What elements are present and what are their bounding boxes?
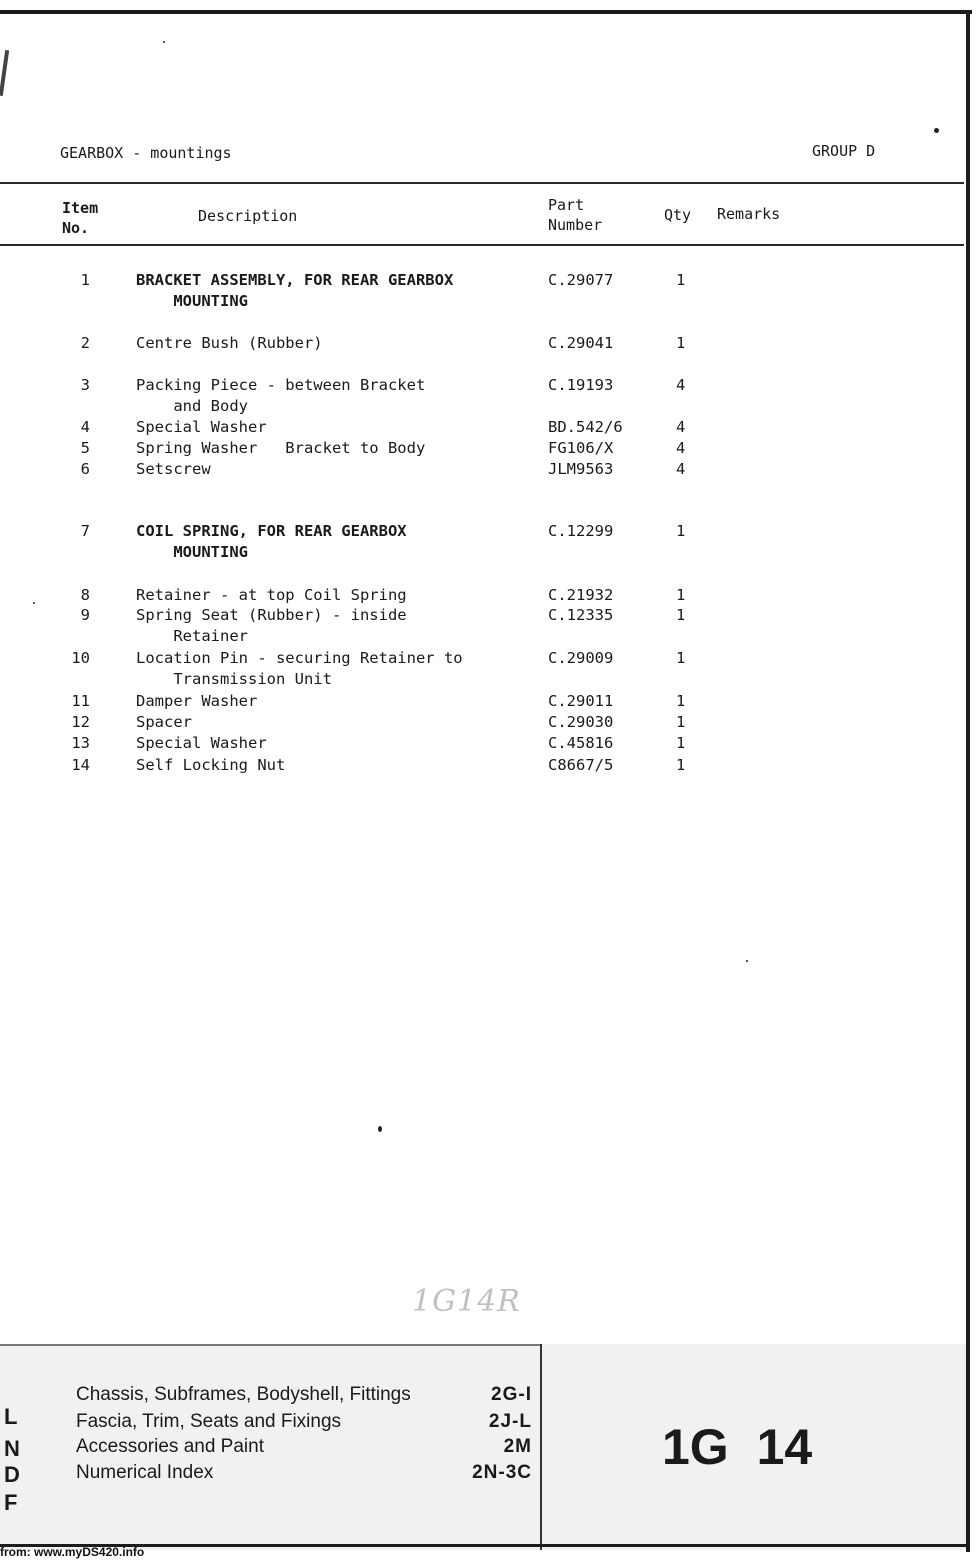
scan-speck	[33, 602, 35, 604]
header-rule	[0, 182, 964, 184]
index-entry-ref: 2M	[503, 1436, 532, 1457]
part-number: C.45816	[548, 734, 614, 752]
quantity: 4	[676, 418, 686, 436]
index-entry-ref: 2J-L	[488, 1411, 532, 1432]
item-description: Packing Piece - between Bracket and Body	[136, 376, 426, 415]
section-tab-letter: L	[4, 1404, 18, 1429]
quantity: 1	[676, 334, 686, 352]
part-number: C.29009	[548, 649, 614, 667]
item-description: Location Pin - securing Retainer to Transmission Unit	[136, 649, 463, 688]
section-tab-letter: F	[4, 1490, 18, 1515]
scan-speck	[934, 128, 939, 133]
scan-mark	[0, 50, 9, 96]
index-entry-ref: 2N-3C	[472, 1462, 532, 1483]
quantity: 1	[676, 649, 686, 667]
footer-index	[0, 1344, 966, 1550]
index-entry-label: Accessories and Paint	[76, 1436, 264, 1457]
index-entry-label: Chassis, Subframes, Bodyshell, Fittings	[76, 1384, 411, 1405]
section-tab-letter: D	[4, 1462, 20, 1487]
part-number: JLM9563	[548, 460, 614, 478]
item-number: 14	[71, 756, 90, 774]
column-header-item-no: Item No.	[62, 199, 99, 237]
item-description: Setscrew	[136, 460, 211, 478]
scan-speck	[746, 960, 748, 962]
item-number: 10	[71, 649, 90, 667]
footer-top-rule	[0, 1344, 540, 1346]
item-number: 2	[80, 334, 90, 352]
item-description: Damper Washer	[136, 692, 258, 710]
fiche-page-number: 1G 14	[662, 1419, 813, 1475]
item-number: 3	[80, 376, 90, 394]
quantity: 1	[676, 271, 686, 289]
footer-bottom-rule	[0, 1544, 966, 1547]
quantity: 4	[676, 460, 686, 478]
item-number: 4	[80, 418, 90, 436]
item-description: Retainer - at top Coil Spring	[136, 586, 407, 604]
index-entry-ref: 2G-I	[491, 1384, 532, 1405]
quantity: 1	[676, 692, 686, 710]
quantity: 1	[676, 522, 686, 540]
item-number: 13	[71, 734, 90, 752]
part-number: C.19193	[548, 376, 614, 394]
part-number: C.29011	[548, 692, 614, 710]
column-header-description: Description	[198, 207, 298, 225]
item-number: 1	[80, 271, 90, 289]
item-description: Spring Washer Bracket to Body	[136, 439, 426, 457]
part-number: C8667/5	[548, 756, 614, 774]
item-description: COIL SPRING, FOR REAR GEARBOX MOUNTING	[136, 522, 407, 561]
item-number: 6	[80, 460, 90, 478]
item-description: Spacer	[136, 713, 192, 731]
part-number: C.29030	[548, 713, 614, 731]
part-number: C.21932	[548, 586, 614, 604]
part-number: BD.542/6	[548, 418, 623, 436]
column-header-rule	[0, 244, 964, 246]
part-number: C.29041	[548, 334, 614, 352]
item-description: Spring Seat (Rubber) - inside Retainer	[136, 606, 407, 645]
scan-speck	[378, 1126, 382, 1132]
index-entry-label: Fascia, Trim, Seats and Fixings	[76, 1411, 342, 1432]
item-description: BRACKET ASSEMBLY, FOR REAR GEARBOX MOUNTING	[136, 271, 454, 310]
quantity: 4	[676, 376, 686, 394]
part-number: C.12299	[548, 522, 614, 540]
scan-speck	[163, 41, 165, 43]
quantity: 1	[676, 756, 686, 774]
quantity: 1	[676, 606, 686, 624]
top-border	[0, 10, 972, 14]
quantity: 4	[676, 439, 686, 457]
right-border	[966, 12, 970, 1552]
column-header-part-number: Part Number	[548, 196, 603, 234]
item-number: 9	[80, 606, 90, 624]
column-header-remarks: Remarks	[717, 205, 781, 223]
quantity: 1	[676, 713, 686, 731]
section-tab-letter: N	[4, 1436, 20, 1461]
item-number: 5	[80, 439, 90, 457]
quantity: 1	[676, 734, 686, 752]
item-number: 12	[71, 713, 90, 731]
item-description: Special Washer	[136, 734, 267, 752]
page-title: GEARBOX - mountings	[60, 144, 232, 162]
item-number: 7	[80, 522, 90, 540]
column-header-qty: Qty	[664, 206, 692, 224]
part-number: C.12335	[548, 606, 614, 624]
pencil-note: 1G14R	[412, 1284, 521, 1319]
footer-divider	[540, 1344, 542, 1550]
part-number: FG106/X	[548, 439, 614, 457]
quantity: 1	[676, 586, 686, 604]
part-number: C.29077	[548, 271, 614, 289]
item-number: 8	[80, 586, 90, 604]
item-number: 11	[71, 692, 90, 710]
index-entry-label: Numerical Index	[76, 1462, 214, 1483]
group-label: GROUP D	[812, 142, 876, 160]
item-description: Self Locking Nut	[136, 756, 286, 774]
item-description: Special Washer	[136, 418, 267, 436]
source-url: from: www.myDS420.info	[0, 1545, 145, 1559]
item-description: Centre Bush (Rubber)	[136, 334, 323, 352]
